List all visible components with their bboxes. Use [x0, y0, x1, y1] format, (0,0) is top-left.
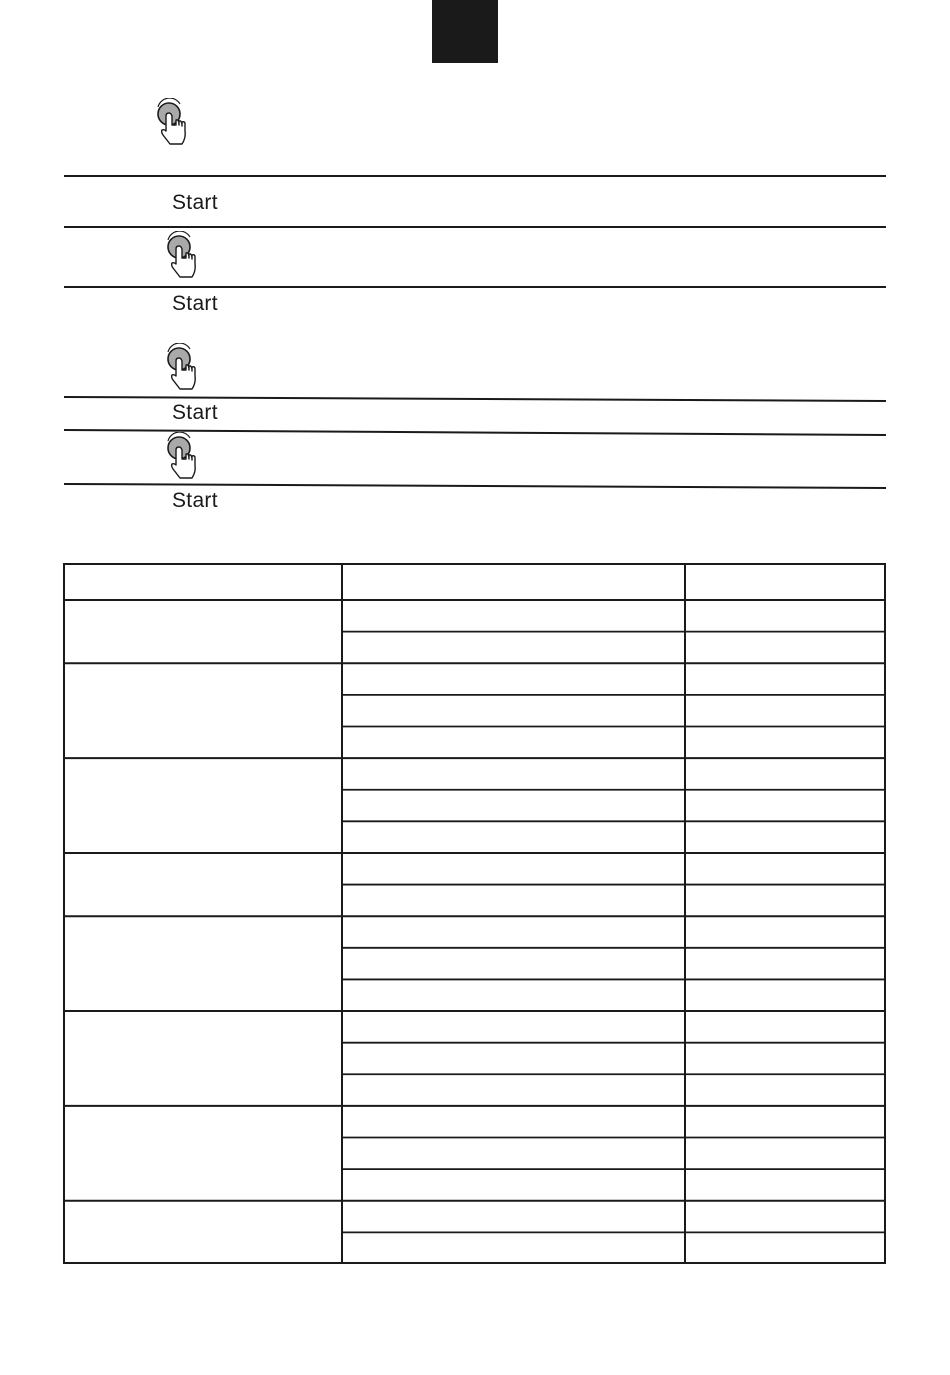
dial-hand-icon	[150, 98, 194, 148]
start-label: Start	[172, 401, 218, 424]
step-divider	[64, 175, 886, 177]
start-label: Start	[172, 292, 218, 315]
dial-hand-icon	[160, 343, 204, 393]
table-border	[64, 564, 885, 1263]
settings-table	[63, 563, 886, 1264]
settings-table-grid	[63, 563, 886, 1264]
dial-hand-icon	[160, 231, 204, 281]
start-label: Start	[172, 489, 218, 512]
page-tab-marker	[432, 0, 498, 63]
step-divider	[64, 286, 886, 288]
start-label: Start	[172, 191, 218, 214]
dial-hand-icon	[160, 432, 204, 482]
step-dividers-tilted	[0, 0, 950, 540]
step-divider	[64, 226, 886, 228]
